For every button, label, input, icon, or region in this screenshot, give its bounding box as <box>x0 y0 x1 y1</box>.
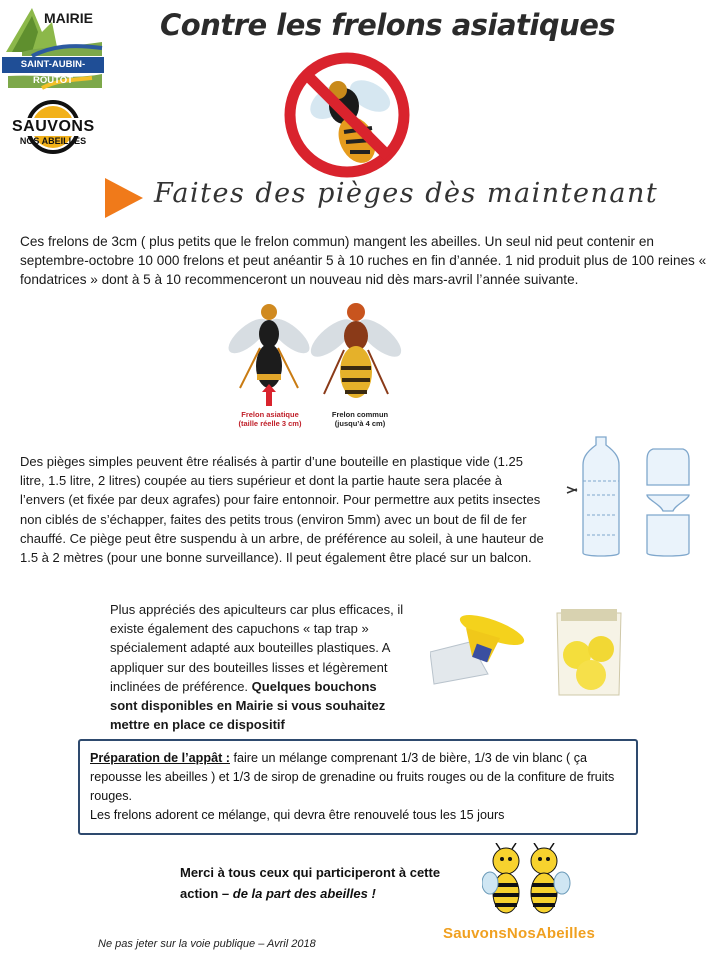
thanks-italic: de la part des abeilles ! <box>232 886 376 901</box>
mairie-label: MAIRIE <box>44 10 93 26</box>
taptrap-text: Plus appréciés des apiculteurs car plus efficaces, il existe également des capuchons « tap trap » spécialement adapté aux bouteilles plastiques. A appliquer sur des bouteilles lisses et légèrement inclinées de préférence. <box>110 602 404 694</box>
town-name: SAINT-AUBIN-ROUTOT <box>2 57 104 73</box>
asian-hornet-size: (taille réelle 3 cm) <box>238 419 302 428</box>
bottle-icon <box>565 435 705 560</box>
taptrap-bold-text: Quelques bouchons sont disponibles en Mairie si vous souhaitez mettre en place ce dispositif <box>110 678 386 733</box>
bees-icon <box>482 843 577 923</box>
taptrap-paragraph <box>110 600 405 734</box>
thanks-message <box>180 862 450 904</box>
intro-paragraph: Ces frelons de 3cm ( plus petits que le frelon commun) mangent les abeilles. Un seul nid peut contenir en septembre-octobre 10 000 frelons et peut anéantir 5 à 10 ruches en fin d’année. 1 nid produit plus de 100 reines « fondatrices » dont à 5 à 10 recommenceront un nouveau nid dès mars-avril l’année suivante. <box>20 234 707 287</box>
subtitle: Faites des pièges dès maintenant <box>154 178 659 209</box>
taptrap-image <box>430 600 525 685</box>
thanks-text: Merci à tous ceux qui participeront à cette action – <box>180 865 441 901</box>
common-hornet-size: (jusqu’à 4 cm) <box>334 419 386 428</box>
brand-wordmark: SauvonsNosAbeilles <box>443 925 595 942</box>
bait-renewal-text: Les frelons adorent ce mélange, qui devra être renouvelé tous les 15 jours <box>90 808 505 822</box>
bees-illustration <box>482 843 577 923</box>
footer-note: Ne pas jeter sur la voie publique – Avril 2018 <box>98 938 316 950</box>
no-hornet-sign <box>282 50 412 180</box>
bag-icon <box>553 605 625 700</box>
traps-paragraph: Des pièges simples peuvent être réalisés à partir d’une bouteille en plastique vide (1.25 litre, 1.5 litre, 2 litres) coupée au tiers supérieur et dont la partie haute sera placée à l’envers (et fixée par deux agrafes) pour faire entonnoir. Pour permettre aux petits insectes non ciblés de s’échapper, faites des petits trous (environ 5mm) avec un bout de fil de fer chauffé. Ce piège peut être suspendu à un arbre, de préférence au soleil, à une hauteur de 1.5 à 2 mètres (pour une bonne surveillance). Il peut également être placé sur un balcon. <box>20 454 544 566</box>
hornets-comparison-image <box>220 298 420 438</box>
logo-line1: SAUVONS <box>12 118 95 135</box>
bottle-trap-diagram <box>565 435 705 560</box>
bait-text: faire un mélange comprenant 1/3 de bière, 1/3 de vin blanc ( ça repousse les abeilles ) et 1/3 de sirop de grenadine ou fruits rouges ou de la confiture de fruits rouges. <box>90 751 615 803</box>
orange-arrow-icon <box>105 178 143 218</box>
bait-recipe-text <box>90 749 626 806</box>
mairie-logo <box>2 2 104 90</box>
bait-lead: Préparation de l’appât : <box>90 751 230 765</box>
asian-hornet-label: Frelon asiatique <box>241 410 299 419</box>
common-hornet-label: Frelon commun <box>331 410 389 419</box>
hornets-icon <box>220 298 420 408</box>
page-title: Contre les frelons asiatiques <box>160 8 616 42</box>
sauvons-abeilles-logo <box>12 100 94 158</box>
hornet-forbidden-icon <box>282 50 412 180</box>
logo-line2: NOS ABEILLES <box>19 136 87 146</box>
tap-trap-icon <box>430 600 525 685</box>
taptrap-bag-image <box>553 605 625 700</box>
bait-recipe-box <box>78 739 638 835</box>
scissors-icon <box>567 487 577 493</box>
